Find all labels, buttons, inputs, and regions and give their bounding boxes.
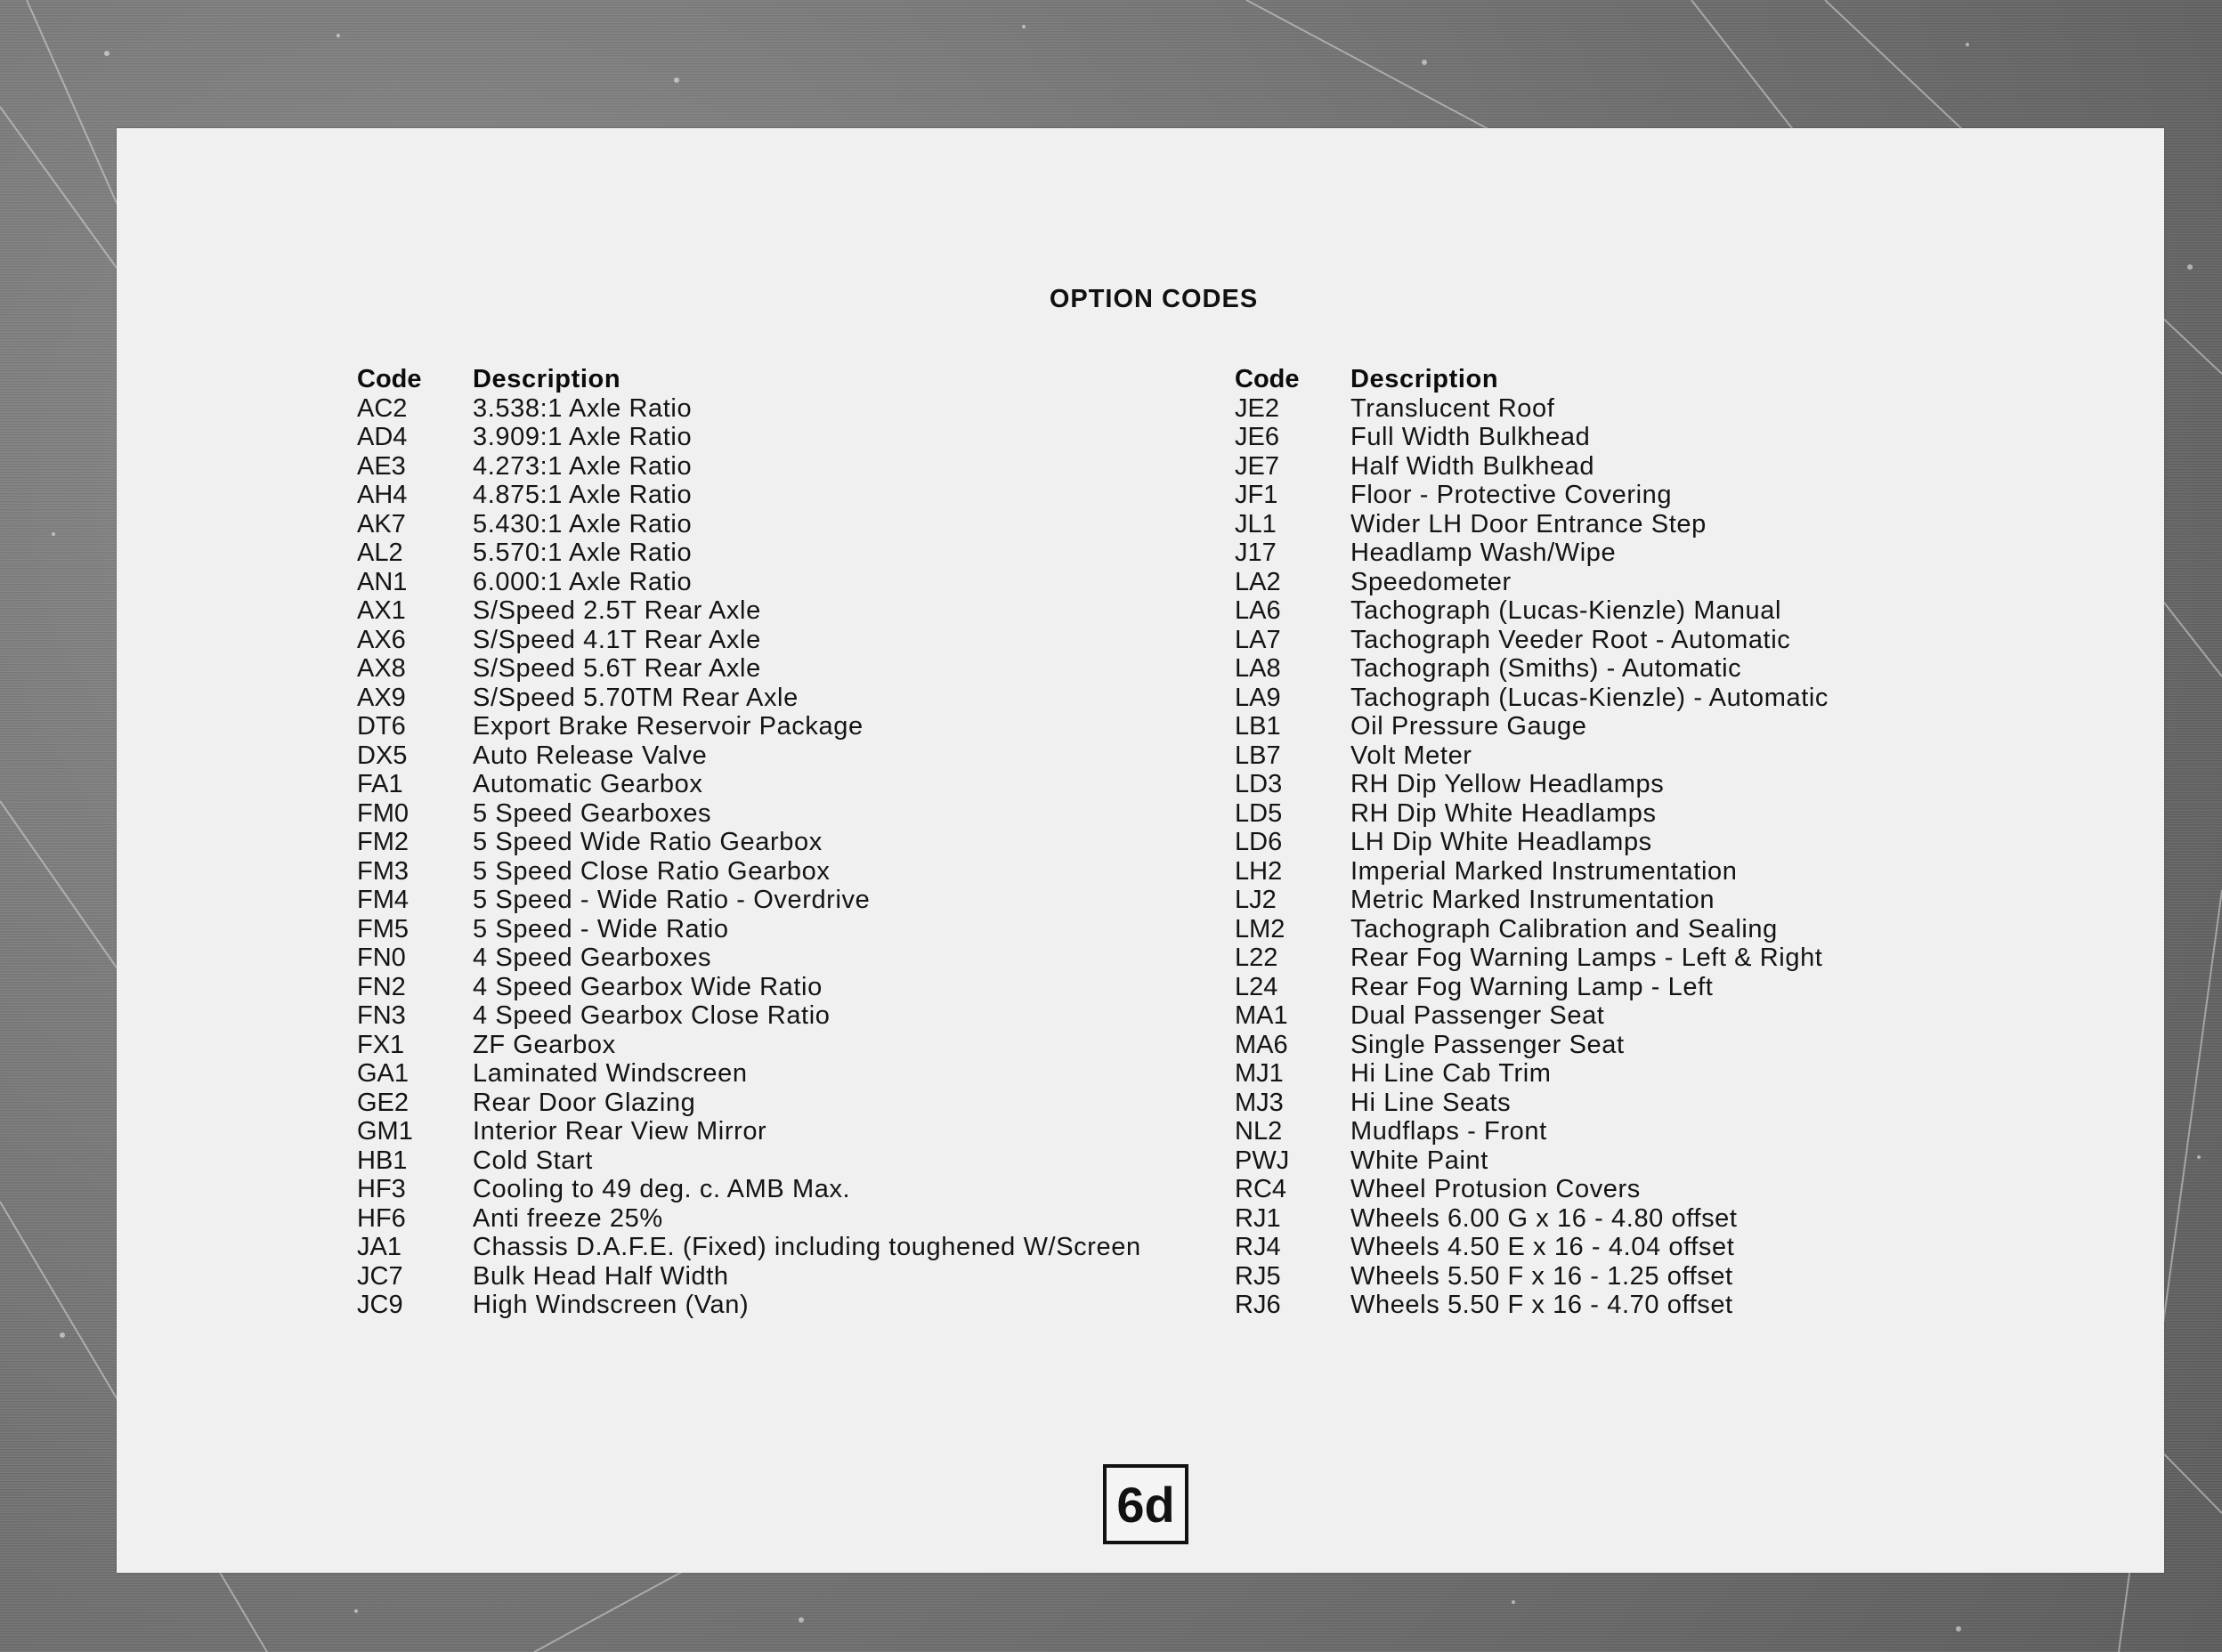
option-code: FM4 [357,886,409,914]
option-row [357,1031,1141,1060]
option-description: Mudflaps - Front [1350,1117,1547,1146]
option-row [357,828,1141,857]
option-row [357,915,1141,944]
option-row [1235,712,1829,741]
option-description: Half Width Bulkhead [1350,451,1595,481]
right-column-header [1235,365,1829,394]
right-code-list [1235,365,1829,1320]
option-code: GM1 [357,1117,413,1146]
option-code: RC4 [1235,1175,1287,1203]
option-code: FM5 [357,914,409,943]
option-row [1235,423,1829,452]
option-code: DX5 [357,741,408,770]
option-row [1235,654,1829,684]
option-row [357,568,1141,597]
option-description: 6.000:1 Axle Ratio [473,567,693,596]
option-row [357,394,1141,424]
option-description: Tachograph (Lucas-Kienzle) Manual [1350,596,1782,625]
option-code: LM2 [1235,914,1285,943]
option-code: LA7 [1235,625,1281,654]
option-row [357,596,1141,626]
option-description: 5 Speed Wide Ratio Gearbox [473,828,823,856]
option-row [1235,1001,1829,1031]
option-code: RJ1 [1235,1203,1281,1233]
option-row [357,973,1141,1002]
option-description: White Paint [1350,1146,1488,1175]
option-description: Dual Passenger Seat [1350,1001,1605,1030]
option-row [1235,1031,1829,1060]
option-row [357,1146,1141,1176]
option-description: 3.538:1 Axle Ratio [473,393,693,423]
option-code: FM2 [357,828,409,856]
option-description: High Windscreen (Van) [473,1291,750,1319]
option-description: Auto Release Valve [473,741,708,770]
option-row [357,452,1141,482]
option-row [357,1059,1141,1089]
option-code: DT6 [357,712,406,741]
option-description: 4 Speed Gearboxes [473,943,712,972]
left-code-list [357,365,1141,1320]
option-code: JE2 [1235,393,1279,423]
option-code: J17 [1235,539,1277,567]
option-description: Translucent Roof [1350,393,1555,423]
option-row [357,539,1141,568]
option-row [1235,626,1829,655]
option-row [1235,684,1829,713]
option-code: AN1 [357,567,408,596]
option-code: LJ2 [1235,886,1277,914]
option-code: HF3 [357,1175,406,1203]
option-row [1235,1262,1829,1292]
option-description: Wheels 4.50 E x 16 - 4.04 offset [1350,1233,1735,1261]
option-row [357,1262,1141,1292]
option-code: LA2 [1235,567,1281,596]
code-header: Code [1235,365,1300,393]
option-row [1235,741,1829,771]
option-row [357,1233,1141,1262]
option-row [1235,394,1829,424]
option-code: LA8 [1235,654,1281,683]
code-header: Code [357,365,422,393]
option-row [1235,1204,1829,1234]
option-description: Wheels 5.50 F x 16 - 1.25 offset [1350,1261,1733,1291]
option-description: 4.875:1 Axle Ratio [473,481,693,509]
option-description: Floor - Protective Covering [1350,481,1673,509]
option-code: FN2 [357,972,406,1001]
option-description: Oil Pressure Gauge [1350,712,1587,741]
option-code: HF6 [357,1203,406,1233]
option-description: Tachograph (Lucas-Kienzle) - Automatic [1350,683,1829,712]
option-description: 5.570:1 Axle Ratio [473,539,693,567]
option-description: 5.430:1 Axle Ratio [473,509,693,539]
option-code: HB1 [357,1146,408,1175]
option-description: Tachograph (Smiths) - Automatic [1350,654,1742,683]
option-row [357,712,1141,741]
option-code: LD3 [1235,770,1283,798]
option-description: Volt Meter [1350,741,1472,770]
option-description: Cooling to 49 deg. c. AMB Max. [473,1175,851,1203]
option-description: Rear Door Glazing [473,1088,696,1117]
option-row [1235,1089,1829,1118]
option-code: LD6 [1235,828,1283,856]
option-code: FM0 [357,798,409,828]
option-code: LA6 [1235,596,1281,625]
option-row [357,1117,1141,1146]
option-code: MA6 [1235,1030,1288,1059]
option-description: 4.273:1 Axle Ratio [473,451,693,481]
option-code: FM3 [357,856,409,886]
option-code: MJ3 [1235,1088,1284,1117]
option-description: RH Dip Yellow Headlamps [1350,770,1665,798]
option-code: AH4 [357,481,408,509]
option-code: MA1 [1235,1001,1288,1030]
option-row [1235,1175,1829,1204]
option-code: MJ1 [1235,1059,1284,1088]
option-code: AX9 [357,683,406,712]
document-page [117,128,2164,1573]
page-title: OPTION CODES [1049,285,1259,313]
option-code: L22 [1235,943,1278,972]
option-code: FN3 [357,1001,406,1030]
option-description: Metric Marked Instrumentation [1350,886,1715,914]
option-code: JE6 [1235,423,1279,451]
option-row [357,481,1141,510]
option-code: RJ6 [1235,1291,1281,1319]
option-description: ZF Gearbox [473,1030,616,1059]
option-code: LA9 [1235,683,1281,712]
option-row [1235,1291,1829,1320]
left-column-header [357,365,1141,394]
page-number-box [1103,1464,1188,1544]
option-row [1235,481,1829,510]
option-description: RH Dip White Headlamps [1350,798,1657,828]
option-code: GE2 [357,1088,410,1117]
option-row [357,799,1141,829]
option-row [357,886,1141,915]
description-header: Description [473,365,621,393]
option-description: Automatic Gearbox [473,770,703,798]
option-code: JA1 [357,1233,401,1261]
option-row [1235,1059,1829,1089]
option-description: S/Speed 4.1T Rear Axle [473,625,761,654]
option-code: AX8 [357,654,406,683]
option-row [357,654,1141,684]
option-row [1235,1233,1829,1262]
option-code: PWJ [1235,1146,1290,1175]
page-number: 6d [1116,1476,1175,1533]
option-description: Rear Fog Warning Lamps - Left & Right [1350,943,1823,972]
option-description: Single Passenger Seat [1350,1030,1625,1059]
option-description: 5 Speed Close Ratio Gearbox [473,856,831,886]
option-code: JF1 [1235,481,1278,509]
option-row [357,741,1141,771]
option-row [1235,943,1829,973]
option-row [357,1001,1141,1031]
option-row [357,684,1141,713]
option-code: JL1 [1235,509,1277,539]
option-code: LH2 [1235,856,1283,886]
option-description: 3.909:1 Axle Ratio [473,423,693,451]
option-description: Wheels 5.50 F x 16 - 4.70 offset [1350,1291,1733,1319]
option-code: LB1 [1235,712,1281,741]
option-row [357,1204,1141,1234]
option-code: FA1 [357,770,403,798]
option-description: S/Speed 2.5T Rear Axle [473,596,761,625]
option-code: NL2 [1235,1117,1283,1146]
option-row [1235,857,1829,887]
option-description: Imperial Marked Instrumentation [1350,856,1738,886]
option-code: JE7 [1235,451,1279,481]
option-description: 4 Speed Gearbox Close Ratio [473,1001,831,1030]
option-code: JC7 [357,1261,403,1291]
option-code: AL2 [357,539,403,567]
option-description: S/Speed 5.6T Rear Axle [473,654,761,683]
option-description: Wider LH Door Entrance Step [1350,509,1707,539]
option-row [357,626,1141,655]
option-description: Hi Line Cab Trim [1350,1059,1552,1088]
option-description: Wheel Protusion Covers [1350,1175,1641,1203]
option-description: S/Speed 5.70TM Rear Axle [473,683,799,712]
option-row [1235,539,1829,568]
option-row [1235,1117,1829,1146]
option-row [1235,886,1829,915]
option-code: AE3 [357,451,406,481]
option-code: RJ4 [1235,1233,1281,1261]
option-description: LH Dip White Headlamps [1350,828,1652,856]
description-header: Description [1350,365,1499,393]
option-description: Laminated Windscreen [473,1059,748,1088]
option-row [1235,596,1829,626]
option-description: 5 Speed - Wide Ratio - Overdrive [473,886,871,914]
option-description: Rear Fog Warning Lamp - Left [1350,972,1714,1001]
option-row [1235,1146,1829,1176]
option-description: Chassis D.A.F.E. (Fixed) including toughened W/Screen [473,1233,1141,1261]
option-code: AX6 [357,625,406,654]
option-code: L24 [1235,972,1278,1001]
option-description: Speedometer [1350,567,1512,596]
option-code: GA1 [357,1059,410,1088]
option-description: Tachograph Veeder Root - Automatic [1350,625,1791,654]
option-row [357,510,1141,539]
option-code: LD5 [1235,798,1283,828]
option-row [357,943,1141,973]
option-code: AX1 [357,596,406,625]
option-description: Tachograph Calibration and Sealing [1350,914,1778,943]
option-description: Interior Rear View Mirror [473,1117,767,1146]
option-row [1235,452,1829,482]
option-description: Headlamp Wash/Wipe [1350,539,1617,567]
option-row [357,770,1141,799]
option-description: Bulk Head Half Width [473,1261,729,1291]
option-row [357,423,1141,452]
option-description: Cold Start [473,1146,593,1175]
option-description: Anti freeze 25% [473,1203,663,1233]
option-code: AK7 [357,509,406,539]
option-description: 5 Speed Gearboxes [473,798,712,828]
option-row [357,1089,1141,1118]
option-row [1235,568,1829,597]
option-row [1235,973,1829,1002]
option-row [1235,770,1829,799]
option-code: AD4 [357,423,408,451]
option-row [1235,828,1829,857]
option-code: RJ5 [1235,1261,1281,1291]
option-description: 4 Speed Gearbox Wide Ratio [473,972,823,1001]
option-row [1235,799,1829,829]
option-code: FN0 [357,943,406,972]
option-row [357,1175,1141,1204]
option-code: JC9 [357,1291,403,1319]
option-code: LB7 [1235,741,1281,770]
option-row [357,1291,1141,1320]
option-description: Export Brake Reservoir Package [473,712,864,741]
option-row [357,857,1141,887]
option-code: FX1 [357,1030,405,1059]
option-row [1235,915,1829,944]
option-description: Wheels 6.00 G x 16 - 4.80 offset [1350,1203,1738,1233]
option-description: 5 Speed - Wide Ratio [473,914,729,943]
option-description: Hi Line Seats [1350,1088,1512,1117]
option-description: Full Width Bulkhead [1350,423,1591,451]
option-row [1235,510,1829,539]
option-code: AC2 [357,393,408,423]
